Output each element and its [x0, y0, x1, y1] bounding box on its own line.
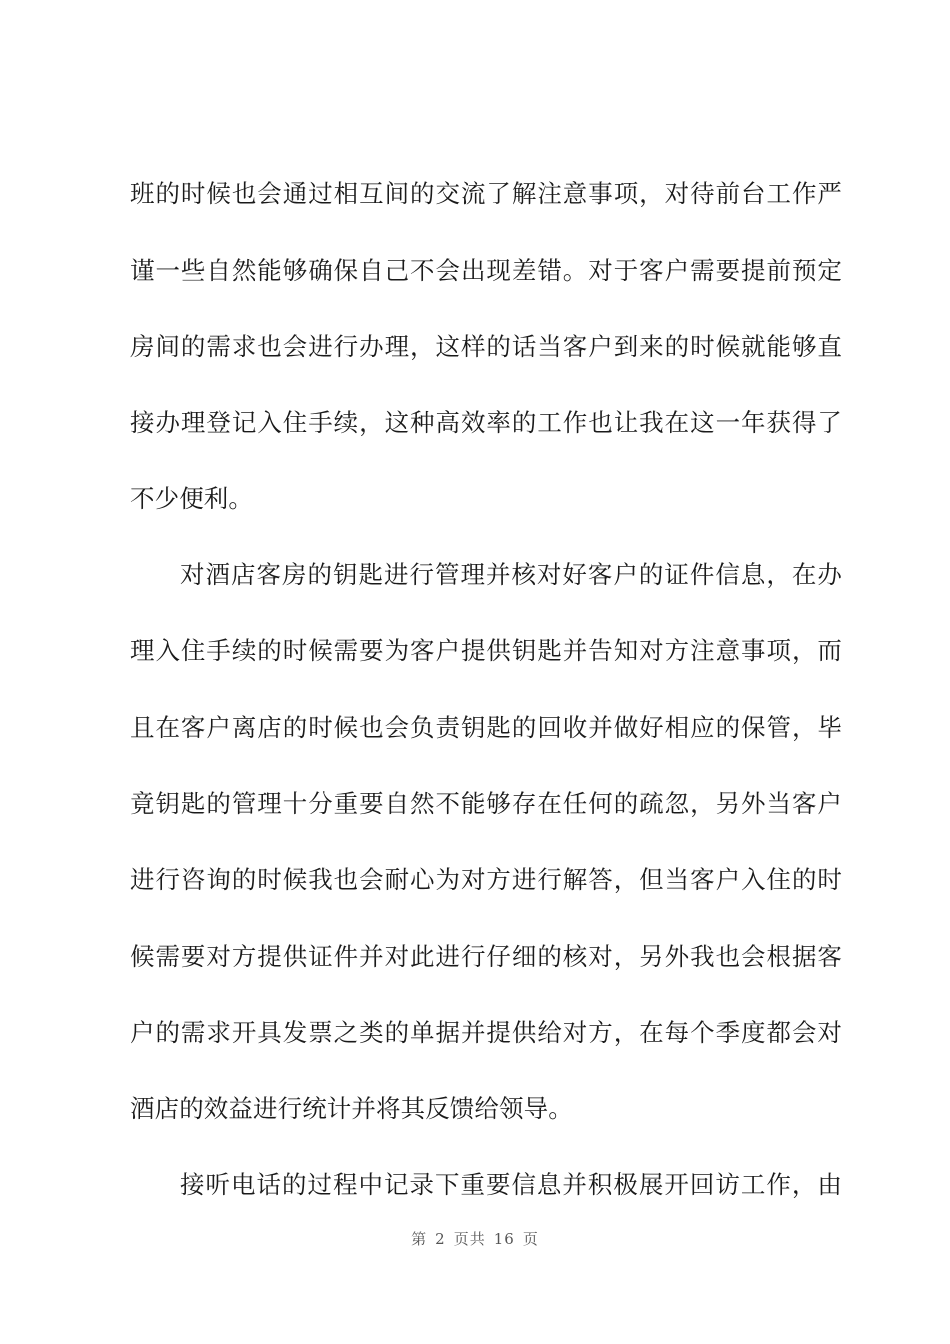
paragraph-line: 理入住手续的时候需要为客户提供钥匙并告知对方注意事项，而 [130, 636, 842, 665]
footer-suffix: 页 [522, 1230, 539, 1248]
footer-page-number: 2 [435, 1230, 446, 1248]
footer-middle: 页共 [453, 1230, 486, 1248]
page-footer [0, 1228, 950, 1249]
footer-prefix: 第 [411, 1230, 428, 1248]
paragraph-first-line: 对酒店客房的钥匙进行管理并核对好客户的证件信息，在办 [180, 560, 842, 589]
paragraph-line: 接办理登记入住手续，这种高效率的工作也让我在这一年获得了 [130, 408, 842, 437]
paragraph-line: 户的需求开具发票之类的单据并提供给对方，在每个季度都会对 [130, 1018, 842, 1047]
paragraph-first-line: 接听电话的过程中记录下重要信息并积极展开回访工作，由 [180, 1170, 842, 1199]
paragraph-line: 谨一些自然能够确保自己不会出现差错。对于客户需要提前预定 [130, 256, 842, 285]
paragraph-line: 候需要对方提供证件并对此进行仔细的核对，另外我也会根据客 [130, 942, 842, 971]
paragraph-line: 酒店的效益进行统计并将其反馈给领导。 [130, 1094, 573, 1123]
paragraph-line: 房间的需求也会进行办理，这样的话当客户到来的时候就能够直 [130, 332, 842, 361]
paragraph-line: 且在客户离店的时候也会负责钥匙的回收并做好相应的保管，毕 [130, 713, 842, 742]
paragraph-line: 班的时候也会通过相互间的交流了解注意事项，对待前台工作严 [130, 179, 842, 208]
paragraph-line: 进行咨询的时候我也会耐心为对方进行解答，但当客户入住的时 [130, 865, 842, 894]
footer-total-pages: 16 [493, 1230, 515, 1248]
paragraph-line: 不少便利。 [130, 484, 253, 513]
paragraph-line: 竟钥匙的管理十分重要自然不能够存在任何的疏忽，另外当客户 [130, 789, 842, 818]
